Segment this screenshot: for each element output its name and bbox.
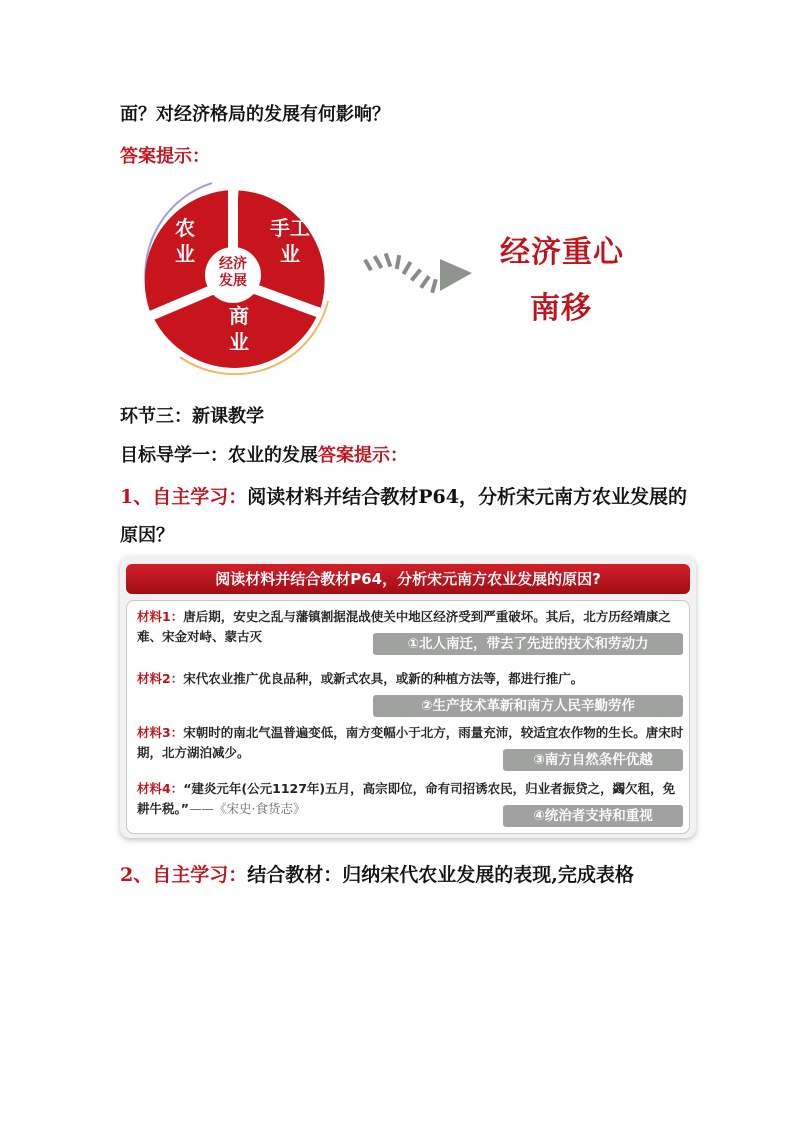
question-1 [120, 482, 687, 509]
material-label: 材料4： [137, 781, 184, 796]
question-1-number: 1、自主学习： [120, 486, 248, 508]
question-1-text: 阅读材料并结合教材P64，分析宋元南方农业发展的 [247, 486, 687, 508]
center-economy: 经济 发展 [219, 256, 247, 289]
segment-commerce: 商 业 [229, 304, 249, 354]
answer-hint-label: 答案提示： [120, 146, 210, 167]
material-text: 唐后期，安史之乱与藩镇割据混战使关中地区经济受到严重破坏。其后，北方历经靖康之难、宋金对峙、蒙古灭 [137, 609, 671, 644]
material-label: 材料2： [137, 671, 184, 686]
material-text: 宋朝时的南北气温普遍变低，南方变幅小于北方，雨量充沛，较适宜农作物的生长。唐宋时期，北方湖泊减少。 [137, 725, 684, 760]
answer-tag-1: ①北人南迁，带去了先进的技术和劳动力 [373, 633, 683, 655]
answer-tag-2: ②生产技术革新和南方人民辛勤劳作 [373, 695, 683, 717]
material-label: 材料1： [137, 609, 184, 624]
result-line1: 经济重心 [500, 235, 624, 270]
question-2 [120, 860, 634, 887]
answer-tag-3: ③南方自然条件优越 [503, 749, 683, 771]
result-line2: 南移 [530, 291, 592, 326]
material-text: 宋代农业推广优良品种，或新式农具，或新的种植方法等，都进行推广。 [183, 671, 584, 686]
materials-box [126, 600, 690, 834]
answer-tag-4: ④统治者支持和重视 [503, 805, 683, 827]
question-2-number: 2、自主学习： [120, 864, 248, 886]
material-label: 材料3： [137, 725, 184, 740]
goal-prefix: 目标导学一：农业的发展 [120, 445, 318, 466]
segment-agriculture: 农 业 [175, 216, 195, 266]
segment-handicraft: 手工 业 [270, 216, 310, 266]
material-text: “建炎元年(公元1127年)五月，高宗即位，命有司招诱农民，归业者振贷之，蠲欠租，免耕牛税。” [137, 781, 676, 816]
text-line-question: 面？对经济格局的发展有何影响？ [120, 104, 390, 125]
question-2-text: 结合教材：归纳宋代农业发展的表现,完成表格 [247, 864, 634, 886]
materials-panel [120, 556, 696, 838]
question-1-continued: 原因？ [120, 525, 174, 546]
section-heading: 环节三：新课教学 [120, 406, 264, 427]
material-2 [137, 669, 685, 689]
material-source: ——《宋史·食货志》 [188, 801, 306, 816]
goal-hint: 答案提示： [318, 445, 408, 466]
economy-diagram [140, 175, 624, 375]
materials-header: 阅读材料并结合教材P64，分析宋元南方农业发展的原因? [126, 564, 690, 594]
goal-line [120, 441, 408, 467]
